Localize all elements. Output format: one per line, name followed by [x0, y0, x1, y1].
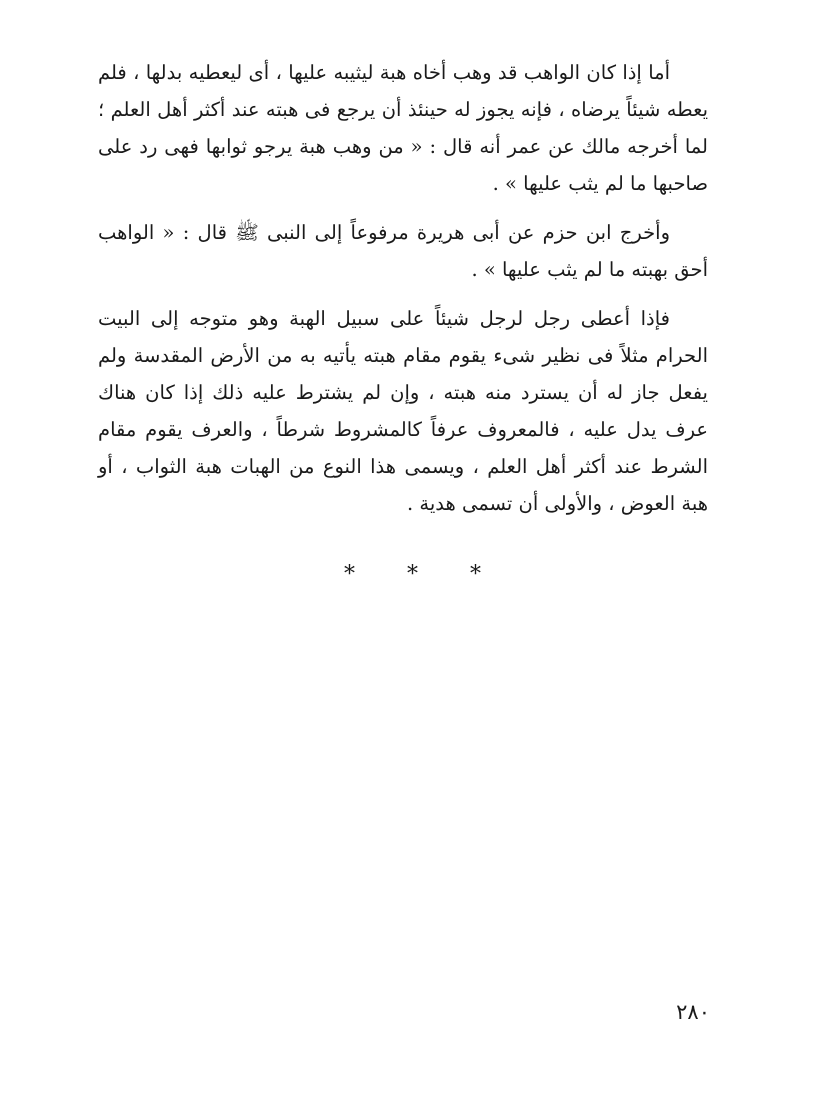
- separator-star: *: [470, 562, 481, 587]
- page-number: ٢٨٠: [676, 1000, 710, 1024]
- separator-star: *: [344, 562, 355, 587]
- paragraph-3: فإذا أعطى رجل لرجل شيئاً على سبيل الهبة وهو متوجه إلى البيت الحرام مثلاً فى نظير شىء يقوم مقام هبته يأتيه به من الأرض المقدسة ولم يفعل جاز له أن يسترد منه هبته ، وإن لم يشترط عليه ذلك إذا كان هناك عرف يدل عليه ، فالمعروف عرفاً كالمشروط شرطاً ، والعرف يقوم مقام الشرط عند أكثر أهل العلم ، ويسمى هذا النوع من الهبات هبة الثواب ، أو هبة العوض ، والأولى أن تسمى هدية .: [98, 307, 708, 515]
- separator-star: *: [407, 562, 418, 587]
- body-text: [98, 54, 708, 522]
- paragraph-2: وأخرج ابن حزم عن أبى هريرة مرفوعاً إلى النبى ﷺ قال : « الواهب أحق بهبته ما لم يثب عليها » .: [98, 221, 708, 281]
- section-separator: [0, 562, 825, 587]
- paragraph-1: أما إذا كان الواهب قد وهب أخاه هبة ليثيبه عليها ، أى ليعطيه بدلها ، فلم يعطه شيئاً يرضاه ، فإنه يجوز له حينئذ أن يرجع فى هبته عند أكثر أهل العلم ؛ لما أخرجه مالك عن عمر أنه قال : « من وهب هبة يرجو ثوابها فهى رد على صاحبها ما لم يثب عليها » .: [98, 61, 708, 195]
